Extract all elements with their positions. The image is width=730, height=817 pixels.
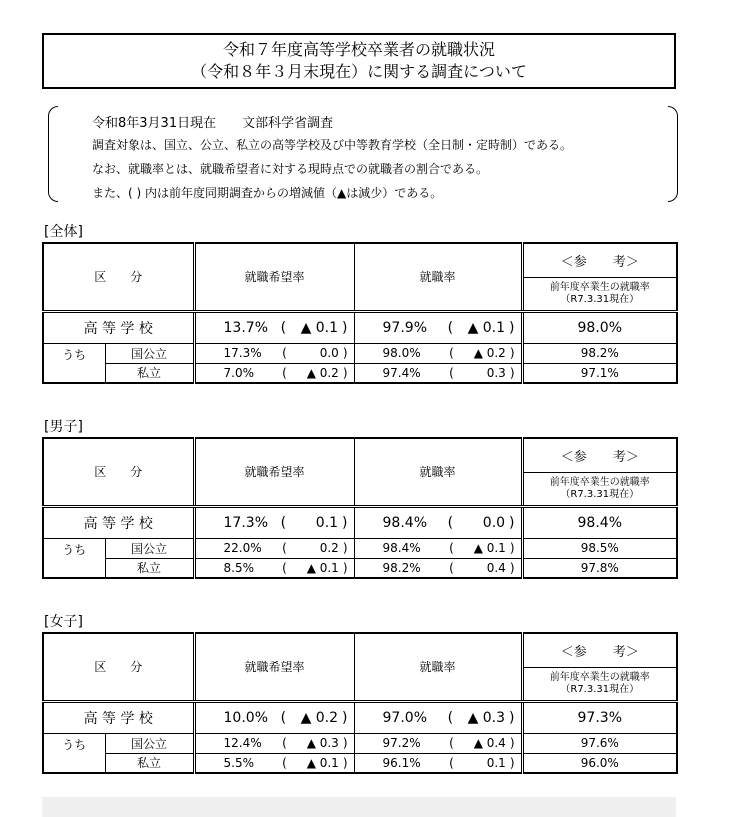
row-label-public: 国公立: [105, 343, 194, 363]
header-hope-rate: 就職希望率: [194, 633, 354, 701]
employment-rate-cell: 98.0% ( ▲ 0.2 ): [354, 343, 522, 363]
hope-rate-cell: 17.3% ( 0.0 ): [194, 343, 354, 363]
employment-rate-diff: 0.4: [486, 560, 506, 575]
employment-rate-value: 98.0%: [382, 346, 421, 360]
hope-rate-cell: 12.4% ( ▲ 0.3 ): [194, 733, 354, 753]
header-ref-sub2: （R7.3.31現在）: [560, 683, 640, 695]
hope-rate-cell: 5.5% ( ▲ 0.1 ): [194, 753, 354, 773]
note-line: なお、就職率とは、就職希望者に対する現時点での就職者の割合である。: [92, 162, 489, 176]
header-category: 区 分: [43, 438, 194, 506]
hope-rate-diff: ▲ 0.3: [306, 736, 339, 750]
ref-value: 98.5%: [522, 538, 677, 558]
right-bracket: [668, 106, 678, 202]
stats-table: [42, 242, 678, 384]
uchi-label: うち: [43, 538, 105, 578]
employment-rate-cell: 98.2% ( 0.4 ): [354, 558, 522, 578]
header-hope-rate: 就職希望率: [194, 438, 354, 506]
row-label-public: 国公立: [105, 733, 194, 753]
employment-rate-value: 97.0%: [382, 709, 427, 726]
header-ref: ＜参 考＞: [522, 243, 677, 277]
section-label: [男子]: [44, 419, 83, 435]
hope-rate-cell: 13.7% ( ▲ 0.1 ): [194, 311, 354, 343]
hope-rate-value: 8.5%: [223, 560, 255, 575]
header-ref-sub1: 前年度卒業生の就職率: [549, 281, 650, 293]
employment-rate-cell: 98.4% ( 0.0 ): [354, 506, 522, 538]
header-employment-rate: 就職率: [354, 243, 522, 311]
hope-rate-cell: 10.0% ( ▲ 0.2 ): [194, 701, 354, 733]
hope-rate-value: 5.5%: [223, 755, 255, 770]
header-employment-rate: 就職率: [354, 633, 522, 701]
hope-rate-value: 7.0%: [223, 365, 255, 380]
hope-rate-value: 17.3%: [223, 346, 262, 360]
left-bracket: [48, 106, 58, 202]
row-label-private: 私立: [105, 363, 194, 383]
title-line-1: 令和７年度高等学校卒業者の就職状況: [222, 40, 495, 59]
header-ref-sub2: （R7.3.31現在）: [560, 488, 640, 500]
hope-rate-diff: ▲ 0.2: [306, 365, 339, 380]
notes-box: [46, 104, 680, 208]
hope-rate-diff: ▲ 0.1: [300, 319, 339, 336]
hope-rate-value: 17.3%: [223, 514, 268, 531]
employment-rate-cell: 98.4% ( ▲ 0.1 ): [354, 538, 522, 558]
note-line: また、( ) 内は前年度同期調査からの増減値（▲は減少）である。: [92, 186, 443, 200]
uchi-label: うち: [43, 343, 105, 383]
note-line: 令和8年3月31日現在 文部科学省調査: [92, 116, 334, 131]
hope-rate-diff: ▲ 0.1: [306, 755, 339, 770]
title-line-2: （令和８年３月末現在）に関する調査について: [191, 62, 527, 81]
employment-rate-diff: ▲ 0.3: [467, 709, 506, 726]
employment-rate-diff: ▲ 0.1: [473, 541, 506, 555]
row-label-private: 私立: [105, 753, 194, 773]
title-box: [42, 33, 676, 89]
note-line: 調査対象は、国立、公立、私立の高等学校及び中等教育学校（全日制・定時制）である。: [92, 138, 573, 152]
employment-rate-diff: ▲ 0.2: [473, 346, 506, 360]
header-ref-sub: [522, 667, 677, 701]
section-label: [全体]: [44, 224, 83, 240]
header-ref: ＜参 考＞: [522, 633, 677, 667]
hope-rate-value: 10.0%: [223, 709, 268, 726]
employment-rate-value: 97.2%: [382, 736, 421, 750]
employment-rate-value: 97.9%: [382, 319, 427, 336]
header-ref: ＜参 考＞: [522, 438, 677, 472]
ref-value: 98.2%: [522, 343, 677, 363]
stats-table: [42, 632, 678, 774]
header-category: 区 分: [43, 633, 194, 701]
header-employment-rate: 就職率: [354, 438, 522, 506]
header-hope-rate: 就職希望率: [194, 243, 354, 311]
employment-rate-cell: 97.0% ( ▲ 0.3 ): [354, 701, 522, 733]
employment-rate-cell: 97.2% ( ▲ 0.4 ): [354, 733, 522, 753]
ref-value: 97.3%: [522, 701, 677, 733]
ref-value: 97.1%: [522, 363, 677, 383]
hope-rate-value: 22.0%: [223, 541, 262, 555]
employment-rate-value: 98.4%: [382, 541, 421, 555]
header-ref-sub1: 前年度卒業生の就職率: [549, 476, 650, 488]
header-category: 区 分: [43, 243, 194, 311]
employment-rate-diff: ▲ 0.1: [467, 319, 506, 336]
hope-rate-diff: 0.1: [315, 514, 339, 531]
footer-band: [42, 797, 676, 817]
hope-rate-value: 12.4%: [223, 736, 262, 750]
employment-rate-value: 97.4%: [382, 365, 421, 380]
header-ref-sub: [522, 472, 677, 506]
ref-value: 98.4%: [522, 506, 677, 538]
hope-rate-value: 13.7%: [223, 319, 268, 336]
employment-rate-cell: 96.1% ( 0.1 ): [354, 753, 522, 773]
hope-rate-diff: 0.0: [319, 346, 339, 360]
row-label-high-school: 高 等 学 校: [83, 710, 153, 727]
row-label-public: 国公立: [105, 538, 194, 558]
header-ref-sub: [522, 277, 677, 311]
employment-rate-value: 96.1%: [382, 755, 421, 770]
hope-rate-cell: 22.0% ( 0.2 ): [194, 538, 354, 558]
employment-rate-diff: ▲ 0.4: [473, 736, 506, 750]
hope-rate-diff: 0.2: [319, 541, 339, 555]
ref-value: 97.6%: [522, 733, 677, 753]
header-ref-sub1: 前年度卒業生の就職率: [549, 671, 650, 683]
hope-rate-cell: 8.5% ( ▲ 0.1 ): [194, 558, 354, 578]
hope-rate-cell: 17.3% ( 0.1 ): [194, 506, 354, 538]
employment-rate-diff: 0.0: [482, 514, 506, 531]
hope-rate-diff: ▲ 0.1: [306, 560, 339, 575]
ref-value: 98.0%: [522, 311, 677, 343]
hope-rate-cell: 7.0% ( ▲ 0.2 ): [194, 363, 354, 383]
stats-table: [42, 437, 678, 579]
header-ref-sub2: （R7.3.31現在）: [560, 293, 640, 305]
employment-rate-cell: 97.4% ( 0.3 ): [354, 363, 522, 383]
row-label-private: 私立: [105, 558, 194, 578]
uchi-label: うち: [43, 733, 105, 773]
employment-rate-value: 98.4%: [382, 514, 427, 531]
hope-rate-diff: ▲ 0.2: [300, 709, 339, 726]
employment-rate-value: 98.2%: [382, 560, 421, 575]
ref-value: 97.8%: [522, 558, 677, 578]
employment-rate-cell: 97.9% ( ▲ 0.1 ): [354, 311, 522, 343]
row-label-high-school: 高 等 学 校: [83, 320, 153, 337]
section-label: [女子]: [44, 614, 83, 630]
employment-rate-diff: 0.1: [486, 755, 506, 770]
employment-rate-diff: 0.3: [486, 365, 506, 380]
row-label-high-school: 高 等 学 校: [83, 515, 153, 532]
ref-value: 96.0%: [522, 753, 677, 773]
